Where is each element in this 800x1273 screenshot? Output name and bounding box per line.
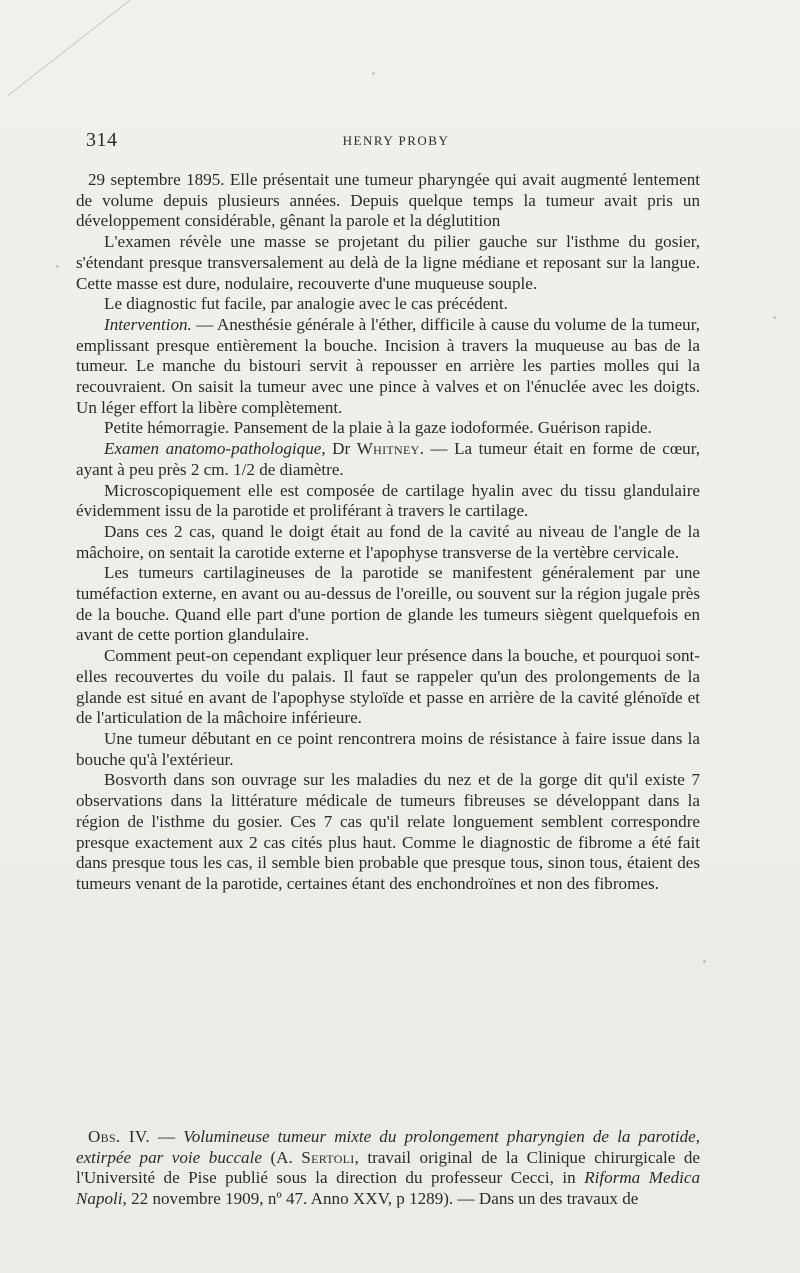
observation-paragraph xyxy=(76,1127,700,1210)
paragraph xyxy=(76,315,700,419)
paper-speck xyxy=(703,960,706,963)
observation-label: Obs. IV. xyxy=(88,1127,150,1146)
running-head: HENRY PROBY xyxy=(342,133,450,148)
paragraph: Comment peut-on cependant expliquer leur présence dans la bouche, et pourquoi sont-elles recouvertes du voile du palais. Il faut se rappeler qu'un des prolongements de la glande est situé en avant de l'apophyse styloïde et passe en arrière de la cavité glénoïde et de l'articulation de la mâchoire inférieure. xyxy=(76,646,700,728)
paper-speck xyxy=(773,316,776,319)
paper-speck xyxy=(372,72,375,75)
section-lead: Intervention. xyxy=(104,314,192,334)
observation-citation: , travail original de la Clinique chirurgicale de l'Université de Pise publié sous la direction du professeur Cecci, in xyxy=(76,1147,701,1188)
paragraph: L'examen révèle une masse se projetant du pilier gauche sur l'isthme du gosier, s'étendant presque transversalement au delà de la ligne médiane et reposant sur la langue. Cette masse est dure, nodulaire, recouverte d'une muqueuse souple. xyxy=(76,232,700,293)
paragraph: Microscopiquement elle est composée de cartilage hyalin avec du tissu glandulaire évidemment issu de la parotide et proliférant à travers le cartilage. xyxy=(76,480,700,521)
paragraph: 29 septembre 1895. Elle présentait une tumeur pharyngée qui avait augmenté lentement de volume depuis plusieurs années. Depuis quelque temps la tumeur avait pris un développement considérable, gênant la parole et la déglutition xyxy=(76,170,700,231)
page-fold-mark xyxy=(0,0,130,110)
observation-dash: — xyxy=(149,1127,184,1146)
paragraph-text: . — La tumeur était en forme de cœur, ayant à peu près 2 cm. 1/2 de diamètre. xyxy=(76,439,701,479)
paragraph: Une tumeur débutant en ce point rencontrera moins de résistance à faire issue dans la bouche qu'à l'extérieur. xyxy=(76,728,700,769)
paragraph xyxy=(76,439,700,480)
observation-title: Volumineuse tumeur mixte du prolongement pharyngien de la parotide, extirpée par voie buccale xyxy=(76,1127,701,1167)
section-lead: Examen anatomo-pathologique, xyxy=(104,439,326,459)
paragraph: Dans ces 2 cas, quand le doigt était au fond de la cavité au niveau de l'angle de la mâchoire, on sentait la carotide externe et l'apophyse transverse de la vertèbre cervicale. xyxy=(76,521,700,562)
paragraph: Les tumeurs cartilagineuses de la parotide se manifestent généralement par une tuméfaction externe, en avant ou au-dessus de l'oreille, ou souvent sur la région jugale près de la bouche. Quand elle part d'une portion de glande les tumeurs siègent quelquefois en avant de cette portion glandulaire. xyxy=(76,563,700,645)
page-number: 314 xyxy=(86,129,118,151)
observation-citation-open: (A. xyxy=(261,1147,302,1167)
paragraph-text: — Anesthésie générale à l'éther, difficile à cause du volume de la tumeur, emplissant presque entièrement la bouche. Incision à travers la muqueuse au bas de la tumeur. Le manche du bistouri servit à repousser en arrière les parties molles qui la recouvraient. On saisit la tumeur avec une pince à valves et on l'énuclée avec les doigts. Un léger effort la libère complètement. xyxy=(76,314,700,417)
paragraph: Petite hémorragie. Pansement de la plaie à la gaze iodoformée. Guérison rapide. xyxy=(104,418,652,438)
page-header xyxy=(86,129,706,157)
paragraph: Bosvorth dans son ouvrage sur les maladies du nez et de la gorge dit qu'il existe 7 observations dans la littérature médicale de tumeurs fibreuses se développant dans la région de l'isthme du gosier. Ces 7 cas qu'il relate longuement semblent correspondre presque exactement aux 2 cas cités plus haut. Comme le diagnostic de fibrome a été fait dans presque tous les cas, il semble bien probable que presque tous, sinon tous, étaient des tumeurs venant de la parotide, certaines étant des enchondroïnes et non des fibromes. xyxy=(76,770,700,893)
observation-section xyxy=(76,1127,700,1210)
paper-speck xyxy=(56,265,59,268)
observation-author: Sertoli xyxy=(301,1147,355,1167)
fold-line xyxy=(8,0,130,96)
observation-citation-end: , 22 novembre 1909, nº 47. Anno XXV, p 1289). — Dans un des travaux de xyxy=(122,1189,639,1209)
author-name: Whitney xyxy=(356,439,420,459)
paragraph: Le diagnostic fut facile, par analogie avec le cas précédent. xyxy=(104,294,508,314)
paragraph-text: Dr xyxy=(325,439,357,459)
journal-name: Riforma Medica Napoli xyxy=(76,1168,700,1209)
body-text xyxy=(76,170,700,895)
